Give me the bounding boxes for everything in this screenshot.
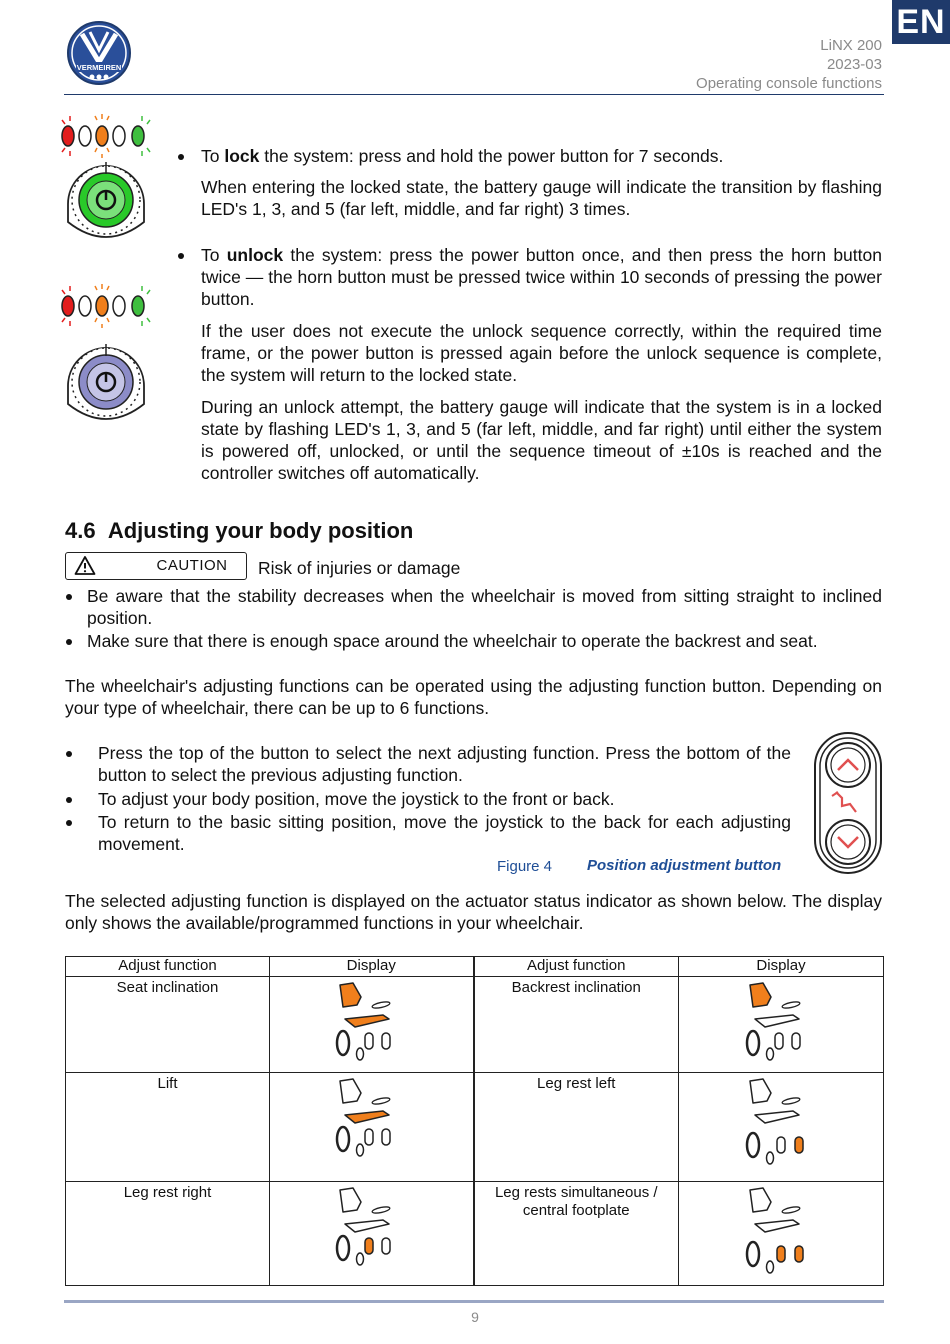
bullet-icon (66, 594, 72, 600)
unlock-instruction (201, 244, 882, 310)
function-name: Leg rests simultaneous / central footplate (474, 1182, 679, 1286)
function-name: Backrest inclination (474, 977, 679, 1073)
header-product: LiNX 200 (820, 37, 882, 54)
section-number: 4.6 (65, 518, 96, 543)
section-heading (65, 517, 413, 545)
lock-instruction-pre: To (201, 146, 225, 166)
position-adjustment-button-illustration (812, 730, 884, 876)
table-header: Display (679, 957, 884, 977)
step-item: Press the top of the button to select the next adjusting function. Press the bottom of the button to select the previous adjusting function. (98, 743, 791, 785)
table-header: Display (270, 957, 474, 977)
footer-rule (64, 1300, 884, 1303)
display-description: The selected adjusting function is displayed on the actuator status indicator as shown below. The display only shows the available/programmed functions in your wheelchair. (65, 891, 882, 933)
figure-label: Figure 4 (497, 858, 553, 875)
table-header: Adjust function (474, 957, 679, 977)
leg-rest-right-display (270, 1182, 474, 1286)
backrest-inclination-display-icon (741, 979, 821, 1067)
header-section: Operating console functions (696, 75, 882, 92)
table-header-row (66, 957, 884, 977)
table-row (66, 977, 884, 1073)
unlock-console-illustration (56, 282, 156, 430)
lock-console-illustration (56, 112, 156, 248)
lock-instruction-post: the system: press and hold the power button for 7 seconds. (259, 146, 724, 166)
step-item: To adjust your body position, move the joystick to the front or back. (98, 789, 615, 809)
leg-rest-right-display-icon (331, 1184, 411, 1272)
bullet-icon (178, 154, 184, 160)
warning-triangle-icon (74, 555, 96, 576)
table-header: Adjust function (66, 957, 270, 977)
caution-box (65, 552, 247, 580)
caution-text: Risk of injuries or damage (258, 558, 461, 578)
bullet-icon (66, 751, 72, 757)
seat-inclination-display-icon (331, 979, 411, 1067)
lock-keyword: lock (224, 146, 260, 166)
header-rule (64, 94, 884, 95)
unlock-keyword: unlock (226, 245, 284, 265)
step-item: To return to the basic sitting position, move the joystick to the back for each adjusting movement. (98, 812, 791, 854)
unlock-description-2: During an unlock attempt, the battery gauge will indicate that the system is in a locked state by flashing LED's 1, 3, and 5 (far left, middle, and far right) until either the system is powered off, unlocked, or until the sequence timeout of ±10s is reached and the controller switches off automatically. (201, 397, 882, 483)
lock-instruction (201, 145, 882, 167)
bullet-icon (178, 253, 184, 259)
unlock-instruction-pre: To (201, 245, 227, 265)
caution-label: CAUTION (156, 557, 228, 574)
warning-item: Make sure that there is enough space around the wheelchair to operate the backrest and seat. (87, 631, 818, 651)
leg-rests-simultaneous-display-icon (741, 1184, 821, 1280)
language-badge: EN (892, 0, 950, 44)
function-name: Leg rest left (474, 1073, 679, 1182)
bullet-icon (66, 639, 72, 645)
warning-item: Be aware that the stability decreases when the wheelchair is moved from sitting straight to inclined position. (87, 586, 882, 628)
bullet-icon (66, 820, 72, 826)
backrest-inclination-display (679, 977, 884, 1073)
bullet-icon (66, 797, 72, 803)
function-name: Lift (66, 1073, 270, 1182)
leg-rest-left-display-icon (741, 1075, 821, 1171)
leg-rests-simultaneous-display (679, 1182, 884, 1286)
vermeiren-logo (66, 20, 132, 86)
seat-inclination-display (270, 977, 474, 1073)
page-number: 9 (471, 1309, 479, 1325)
function-name: Seat inclination (66, 977, 270, 1073)
unlock-instruction-post: the system: press the power button once, and then press the horn button twice — the horn button must be pressed twice within 10 seconds of pressing the power button. (201, 245, 882, 309)
lock-description: When entering the locked state, the battery gauge will indicate the transition by flashing LED's 1, 3, and 5 (far left, middle, and far right) 3 times. (201, 177, 882, 219)
table-row (66, 1182, 884, 1286)
figure-title: Position adjustment button (587, 857, 782, 874)
header-date: 2023-03 (826, 56, 882, 73)
table-row (66, 1073, 884, 1182)
section-title: Adjusting your body position (107, 518, 414, 543)
lift-display (270, 1073, 474, 1182)
svg-text:VERMEIREN: VERMEIREN (76, 63, 122, 72)
unlock-description-1: If the user does not execute the unlock sequence correctly, within the required time frame, or the power button is pressed again before the unlock sequence is complete, the system will return to the locked state. (201, 321, 882, 385)
adjust-function-table (65, 956, 884, 1286)
function-name: Leg rest right (66, 1182, 270, 1286)
lift-display-icon (331, 1075, 411, 1163)
adjusting-intro: The wheelchair's adjusting functions can be operated using the adjusting function button. Depending on your type of wheelchair, there can be up to 6 functions. (65, 676, 882, 718)
leg-rest-left-display (679, 1073, 884, 1182)
